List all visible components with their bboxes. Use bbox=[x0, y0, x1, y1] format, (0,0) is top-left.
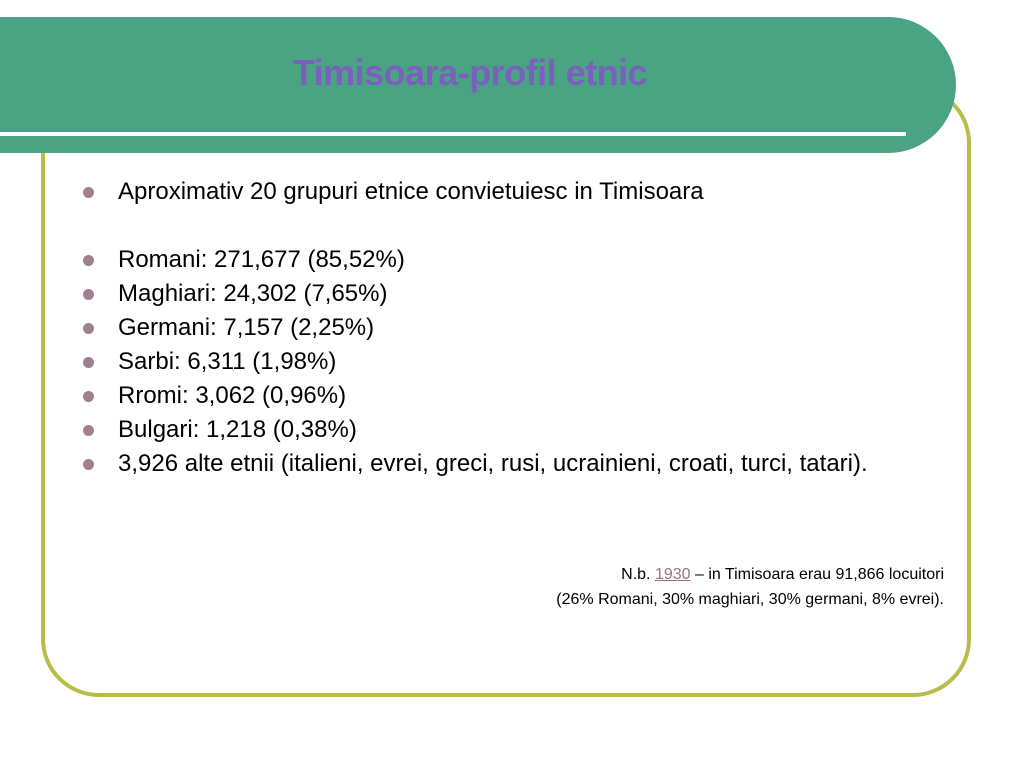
title-divider bbox=[0, 132, 906, 136]
bullet-item bbox=[81, 450, 941, 478]
bullet-icon bbox=[83, 459, 94, 470]
bullet-icon bbox=[83, 187, 94, 198]
bullet-item bbox=[81, 348, 941, 376]
footnote bbox=[556, 562, 944, 612]
bullet-item bbox=[81, 382, 941, 410]
bullet-item bbox=[81, 280, 941, 308]
bullet-icon bbox=[83, 255, 94, 266]
footnote-suffix: – in Timisoara erau 91,866 locuitori bbox=[690, 566, 944, 583]
bullet-text: Sarbi: 6,311 (1,98%) bbox=[118, 348, 337, 375]
footnote-line-2: (26% Romani, 30% maghiari, 30% germani, 8% evrei). bbox=[556, 591, 944, 608]
slide-title: Timisoara-profil etnic bbox=[292, 52, 648, 93]
bullet-text: Romani: 271,677 (85,52%) bbox=[118, 246, 405, 273]
bullet-text: 3,926 alte etnii (italieni, evrei, greci, rusi, ucrainieni, croati, turci, tatari). bbox=[118, 450, 868, 477]
bullet-icon bbox=[83, 323, 94, 334]
bullet-text: Rromi: 3,062 (0,96%) bbox=[118, 382, 347, 409]
bullet-text: Bulgari: 1,218 (0,38%) bbox=[118, 416, 357, 443]
bullet-text: Aproximativ 20 grupuri etnice convietuiesc in Timisoara bbox=[118, 178, 704, 205]
bullet-item bbox=[81, 416, 941, 444]
bullet-item bbox=[81, 246, 941, 274]
bullet-icon bbox=[83, 357, 94, 368]
year-link[interactable]: 1930 bbox=[654, 566, 691, 583]
footnote-prefix: N.b. bbox=[621, 566, 655, 583]
footnote-line-1 bbox=[556, 562, 944, 587]
bullet-list bbox=[81, 178, 941, 484]
bullet-item bbox=[81, 314, 941, 342]
bullet-text: Maghiari: 24,302 (7,65%) bbox=[118, 280, 388, 307]
bullet-text: Germani: 7,157 (2,25%) bbox=[118, 314, 375, 341]
bullet-icon bbox=[83, 391, 94, 402]
bullet-item bbox=[81, 178, 941, 206]
bullet-icon bbox=[83, 289, 94, 300]
bullet-icon bbox=[83, 425, 94, 436]
